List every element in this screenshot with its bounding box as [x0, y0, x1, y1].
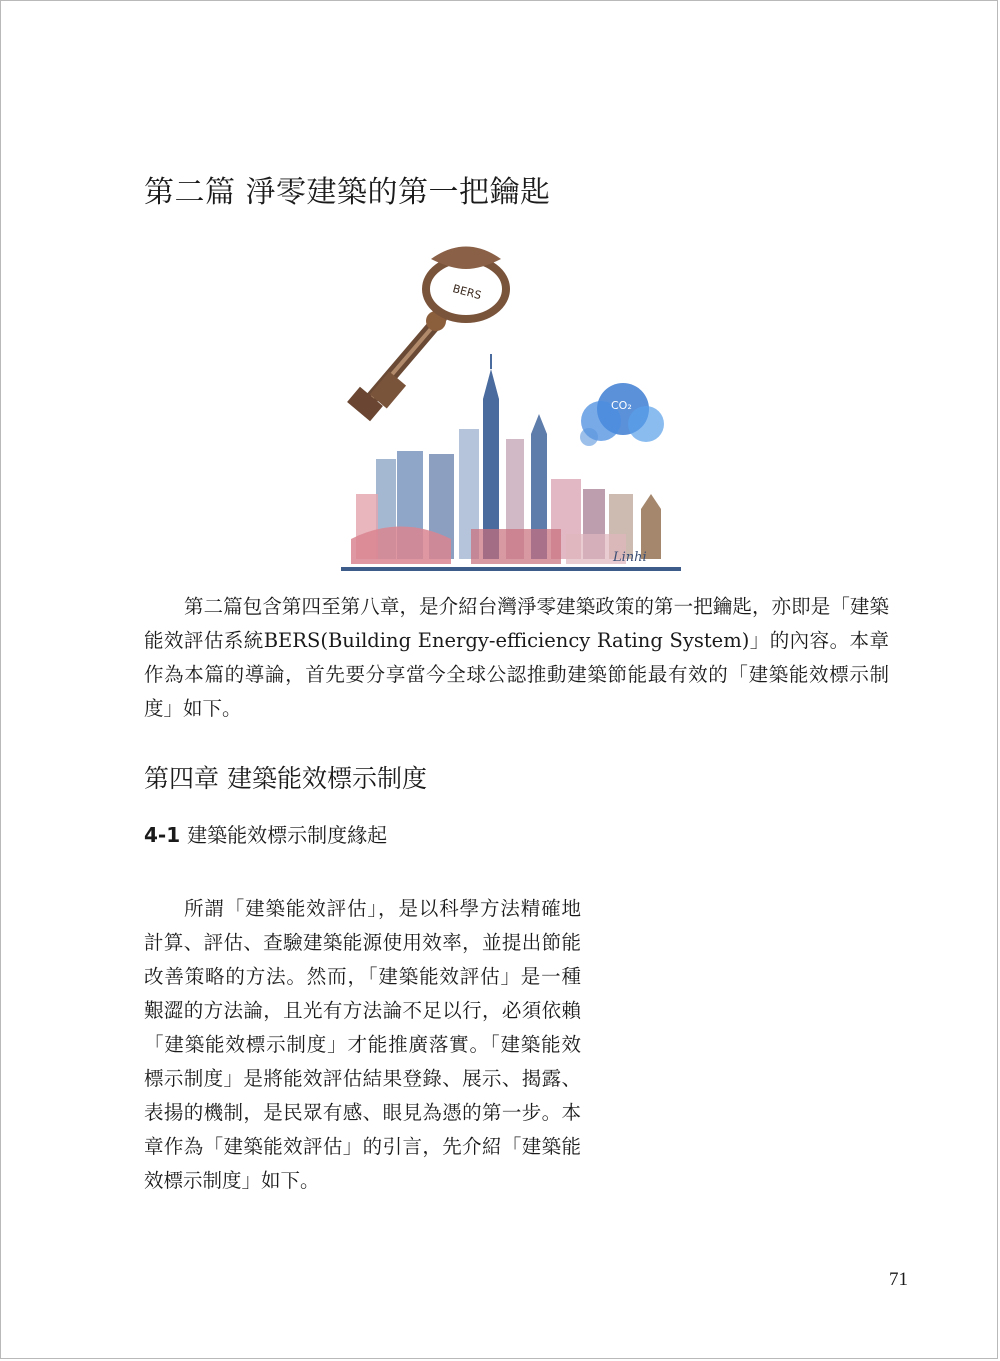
section-number: 4-1	[144, 823, 181, 847]
artist-signature: Linhi	[613, 550, 647, 565]
section-heading	[144, 819, 387, 848]
key-icon	[347, 247, 506, 422]
co2-cloud-icon	[580, 383, 664, 446]
section-title: 建築能效標示制度緣起	[187, 823, 388, 847]
intro-paragraph: 第二篇包含第四至第八章，是介紹台灣淨零建築政策的第一把鑰匙，亦即是「建築能效評估系統BERS(Building Energy-efficiency Rating System)」的內容。本章作為本篇的導論，首先要分享當今全球公認推動建築節能最有效的「建築能效標示制度」如下。	[144, 595, 889, 720]
page-number: 71	[889, 1269, 908, 1290]
body-paragraph: 所謂「建築能效評估」，是以科學方法精確地計算、評估、查驗建築能源使用效率，並提出節能改善策略的方法。然而，「建築能效評估」是一種艱澀的方法論，且光有方法論不足以行，必須依賴「建築能效標示制度」才能推廣落實。「建築能效標示制度」是將能效評估結果登錄、展示、揭露、表揚的機制，是民眾有感、眼見為憑的第一步。本章作為「建築能效評估」的引言，先介紹「建築能效標示制度」如下。	[144, 897, 581, 1192]
part-title: 第二篇 淨零建築的第一把鑰匙	[144, 175, 551, 210]
chapter-title: 第四章 建築能效標示制度	[144, 764, 427, 793]
key-engraving: BERS	[451, 282, 483, 303]
key-and-city-illustration	[331, 239, 701, 579]
co2-label: CO₂	[611, 399, 632, 412]
